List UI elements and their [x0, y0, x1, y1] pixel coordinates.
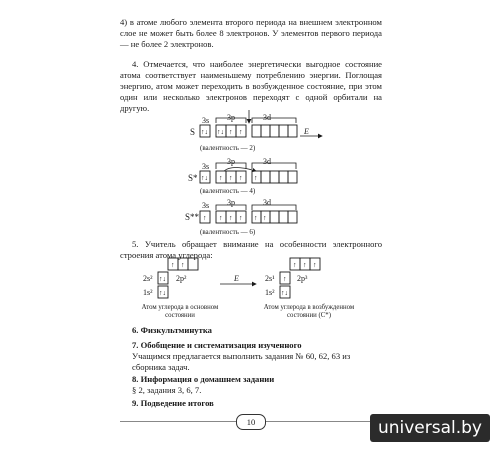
- text-section-7: Учащимся предлагается выполнить задания № 60, 62, 63 из сборника задач.: [132, 351, 351, 372]
- svg-text:3s: 3s: [202, 162, 210, 171]
- label-1s2-ground: 1s²: [143, 288, 153, 297]
- symbol-S: S: [190, 127, 196, 137]
- heading-section-7: 7. Обобщение и систематизация изученного: [132, 340, 302, 350]
- svg-text:↑: ↑: [229, 214, 233, 222]
- label-2s1: 2s¹: [265, 274, 275, 283]
- energy-label-1: E: [304, 127, 309, 136]
- svg-text:↑: ↑: [293, 261, 297, 269]
- sulfur-excited-diagram-2: [185, 198, 297, 236]
- label-2s2: 2s²: [143, 274, 153, 283]
- sulfur-ground-diagram: [190, 110, 322, 152]
- carbon-excited-diagram: [265, 258, 320, 298]
- caption-ground-state: Атом углерода в основном состоянии: [141, 304, 219, 319]
- svg-text:3d: 3d: [263, 198, 271, 207]
- label-3s: 3s: [202, 116, 210, 125]
- svg-text:↑↓: ↑↓: [217, 128, 224, 136]
- svg-text:↑↓: ↑↓: [159, 275, 166, 283]
- svg-text:↑: ↑: [181, 261, 185, 269]
- svg-text:↑: ↑: [229, 174, 233, 182]
- heading-section-8: 8. Информация о домашнем задании: [132, 374, 275, 384]
- text-section-8: § 2, задания 3, 6, 7.: [132, 385, 202, 395]
- energy-label-carbon: E: [234, 274, 239, 283]
- heading-section-9: 9. Подведение итогов: [132, 398, 214, 408]
- svg-text:↑: ↑: [303, 261, 307, 269]
- svg-text:↑: ↑: [239, 214, 243, 222]
- svg-text:↑: ↑: [254, 214, 258, 222]
- svg-text:↑: ↑: [239, 174, 243, 182]
- svg-text:↑: ↑: [203, 214, 207, 222]
- label-2p2: 2p²: [176, 274, 187, 283]
- svg-text:3p: 3p: [227, 157, 235, 166]
- svg-text:↑↓: ↑↓: [201, 128, 208, 136]
- svg-text:3s: 3s: [202, 201, 210, 210]
- svg-text:↑↓: ↑↓: [159, 289, 166, 297]
- svg-text:↑: ↑: [219, 174, 223, 182]
- valence-4: (валентность — 4): [200, 187, 256, 195]
- sulfur-excited-diagram-1: [188, 157, 297, 195]
- page-number: 10: [236, 414, 266, 430]
- svg-text:↑: ↑: [239, 128, 243, 136]
- label-2p3: 2p³: [297, 274, 308, 283]
- svg-text:↑: ↑: [229, 128, 233, 136]
- svg-text:3d: 3d: [263, 157, 271, 166]
- svg-text:↑: ↑: [283, 275, 287, 283]
- carbon-ground-diagram: [143, 258, 198, 298]
- svg-text:↑: ↑: [254, 174, 258, 182]
- svg-text:↑: ↑: [219, 214, 223, 222]
- paragraph-period-rule: 4) в атоме любого элемента второго периода на внешнем электронном слое не может быть более 8 электронов. У элементов первого периода — не более 2 электронов.: [120, 17, 382, 49]
- svg-text:3p: 3p: [227, 198, 235, 207]
- svg-text:↑: ↑: [263, 214, 267, 222]
- label-3p: 3p: [227, 113, 235, 122]
- symbol-S-star: S*: [188, 173, 198, 183]
- label-3d: 3d: [263, 113, 271, 122]
- svg-text:↑: ↑: [313, 261, 317, 269]
- symbol-S-double-star: S**: [185, 212, 200, 222]
- svg-text:↑↓: ↑↓: [281, 289, 288, 297]
- valence-2: (валентность — 2): [200, 144, 256, 152]
- label-1s2-excited: 1s²: [265, 288, 275, 297]
- svg-text:↑: ↑: [171, 261, 175, 269]
- valence-6: (валентность — 6): [200, 228, 256, 236]
- svg-text:↑↓: ↑↓: [201, 174, 208, 182]
- paragraph-carbon: 5. Учитель обращает внимание на особенности электронного строения атома углерода:: [120, 239, 382, 260]
- watermark-logo: universal.by: [370, 414, 490, 442]
- caption-excited-state: Атом углерода в возбужденном состоянии (C*): [263, 304, 355, 319]
- paragraph-excited-state: 4. Отмечается, что наиболее энергетически выгодное состояние атома соответствует наименьшему потреблению энергии. Поглощая энергию, атом может переходить в возбужденное состояние, при этом один или несколько электронов переходят с одной орбитали на другую.: [120, 59, 382, 113]
- heading-section-6: 6. Физкультминутка: [132, 325, 212, 335]
